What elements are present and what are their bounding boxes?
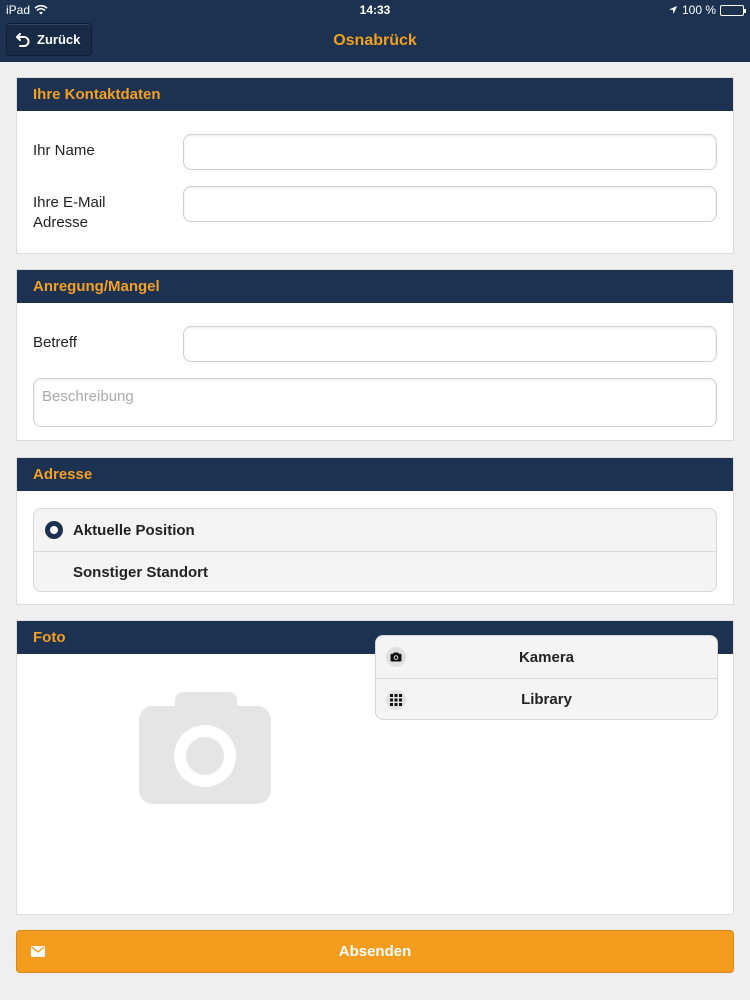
camera-icon [386, 647, 406, 667]
description-placeholder: Beschreibung [42, 388, 134, 405]
photo-section [16, 620, 734, 915]
clock: 14:33 [359, 3, 391, 17]
issue-section-header: Anregung/Mangel [17, 270, 733, 303]
radio-current-position[interactable] [34, 509, 716, 551]
top-bar [0, 0, 750, 62]
subject-label: Betreff [33, 334, 77, 351]
battery-icon [720, 5, 744, 16]
grid-icon [386, 690, 406, 710]
radio-current-position-label: Aktuelle Position [73, 521, 195, 539]
library-button-label: Library [521, 691, 572, 708]
radio-other-location-label: Sonstiger Standort [73, 564, 209, 581]
camera-button-label: Kamera [518, 648, 575, 666]
address-section [16, 457, 734, 605]
battery-percent: 100 % [681, 3, 716, 17]
address-radio-group [33, 508, 717, 592]
subject-input[interactable] [183, 326, 717, 362]
submit-button-label: Absenden [338, 943, 412, 960]
camera-button[interactable] [376, 636, 717, 678]
email-label-line1: Ihre E-Mail [33, 194, 106, 211]
name-label: Ihr Name [33, 142, 95, 159]
envelope-icon [31, 946, 45, 957]
email-label [33, 193, 106, 233]
contact-section [16, 77, 734, 254]
photo-section-header: Foto [17, 621, 733, 654]
description-textarea[interactable] [33, 378, 717, 427]
radio-other-location[interactable] [34, 551, 716, 592]
page-title: Osnabrück [333, 32, 417, 49]
radio-selected-icon [45, 521, 63, 539]
device-name: iPad [6, 3, 31, 17]
back-button-label: Zurück [37, 32, 81, 47]
location-arrow-icon [668, 5, 678, 15]
address-section-header: Adresse [17, 458, 733, 491]
contact-section-header: Ihre Kontaktdaten [17, 78, 733, 111]
email-input[interactable] [183, 186, 717, 222]
name-input[interactable] [183, 134, 717, 170]
issue-section [16, 269, 734, 441]
camera-placeholder-icon [139, 690, 271, 806]
photo-source-buttons [375, 635, 718, 720]
library-button[interactable] [376, 678, 717, 720]
submit-button[interactable] [16, 930, 734, 973]
email-label-line2: Adresse [33, 214, 89, 231]
status-bar [0, 0, 750, 20]
